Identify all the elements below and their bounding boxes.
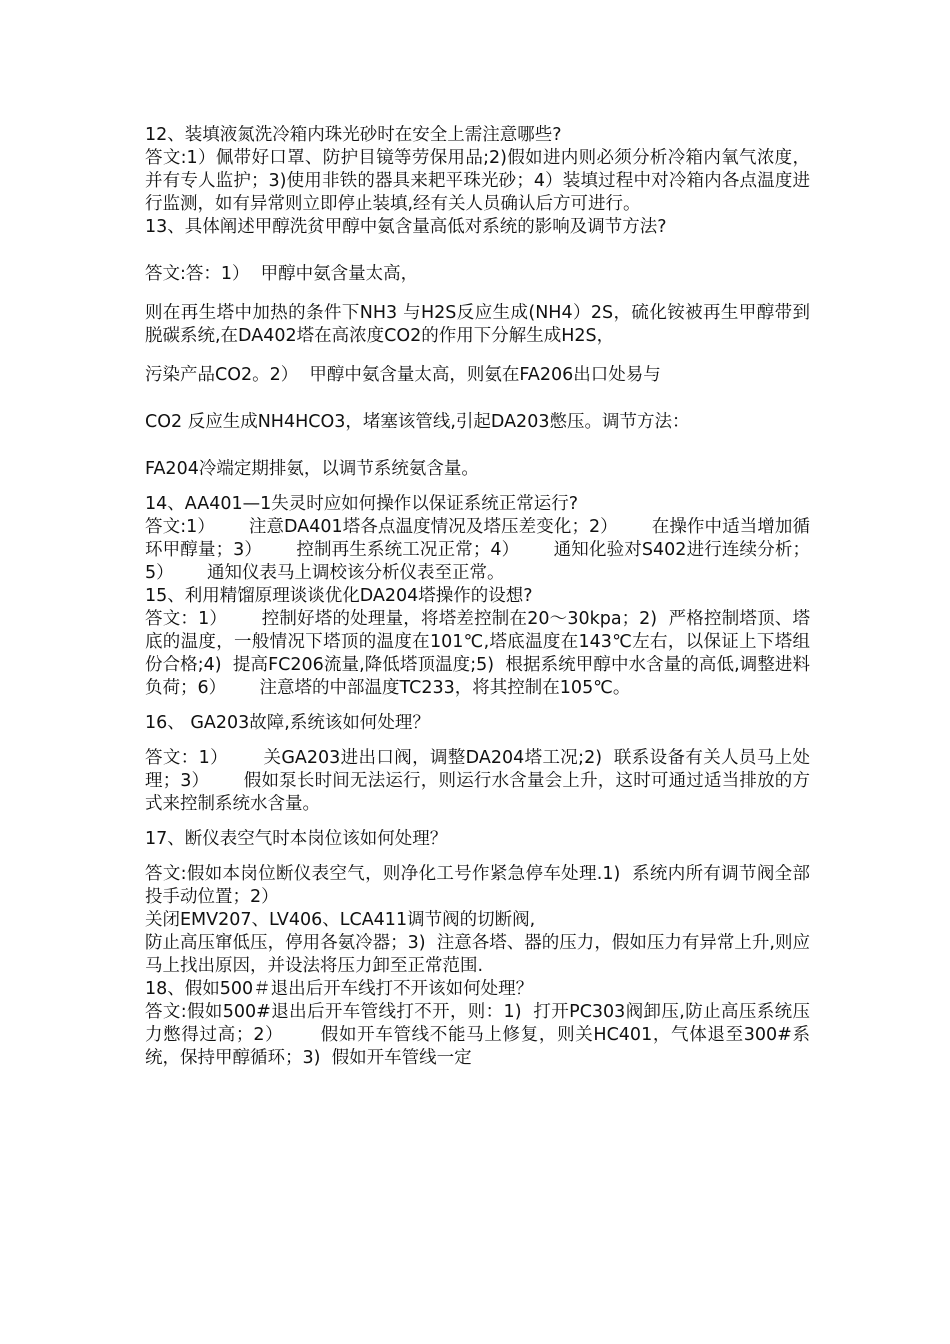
answer-13-line-1: 答文:答：1） 甲醇中氨含量太高，: [145, 264, 419, 284]
answer-13-line-4: CO2 反应生成NH4HCO3，堵塞该管线,引起DA203憋压。调节方法：: [145, 412, 690, 432]
answer-15: 答文：1） 控制好塔的处理量，将塔差控制在20～30kpa；2) 严格控制塔顶、塔底的温度，一般情况下塔顶的温度在101℃,塔底温度在143℃左右，以保证上下塔组份合格;4) 提高FC206流量,降低塔顶温度;5) 根据系统甲醇中水含量的高低,调整进料负荷；6） 注意塔的中部温度TC233，将其控制在105℃。: [145, 609, 810, 698]
question-15: 15、利用精馏原理谈谈优化DA204塔操作的设想?: [145, 586, 533, 606]
answer-14: 答文:1） 注意DA401塔各点温度情况及塔压差变化；2） 在操作中适当增加循环甲醇量；3） 控制再生系统工况正常；4） 通知化验对S402进行连续分析；5） 通知仪表马上调校该分析仪表至正常。: [145, 517, 810, 583]
question-12: 12、装填液氮洗冷箱内珠光砂时在安全上需注意哪些?: [145, 125, 562, 145]
question-14: 14、AA401—1失灵时应如何操作以保证系统正常运行?: [145, 494, 579, 514]
question-18: 18、假如500＃退出后开车线打不开该如何处理？: [145, 979, 534, 999]
answer-16: 答文：1） 关GA203进出口阀，调整DA204塔工况;2) 联系设备有关人员马上处理；3） 假如泵长时间无法运行，则运行水含量会上升，这时可通过适当排放的方式来控制系统水含量。: [145, 748, 810, 814]
answer-17-line-3: 防止高压窜低压，停用各氨冷器；3) 注意各塔、器的压力，假如压力有异常上升,则应马上找出原因，并设法将压力卸至正常范围.: [145, 933, 810, 976]
answer-17-line-2: 关闭EMV207、LV406、LCA411调节阀的切断阀,: [145, 910, 536, 930]
answer-18: 答文:假如500#退出后开车管线打不开，则：1) 打开PC303阀卸压,防止高压系统压力憋得过高；2） 假如开车管线不能马上修复，则关HC401，气体退至300#系统，保持甲醇循环；3) 假如开车管线一定: [145, 1002, 810, 1068]
question-17: 17、断仪表空气时本岗位该如何处理？: [145, 829, 448, 849]
document-body: [145, 124, 810, 1070]
answer-13-line-2: 则在再生塔中加热的条件下NH3 与H2S反应生成(NH4）2S，硫化铵被再生甲醇带到脱碳系统,在DA402塔在高浓度CO2的作用下分解生成H2S，: [145, 303, 810, 346]
answer-12: 答文:1）佩带好口罩、防护目镜等劳保用品;2)假如进内则必须分析冷箱内氧气浓度，并有专人监护；3)使用非铁的器具来耙平珠光砂；4）装填过程中对冷箱内各点温度进行监测，如有异常则立即停止装填,经有关人员确认后方可进行。: [145, 148, 810, 214]
answer-13-line-3: 污染产品CO2。2） 甲醇中氨含量太高，则氨在FA206出口处易与: [145, 365, 661, 385]
answer-17-line-1: 答文:假如本岗位断仪表空气，则净化工号作紧急停车处理.1) 系统内所有调节阀全部投手动位置；2）: [145, 864, 810, 907]
question-16: 16、 GA203故障,系统该如何处理？: [145, 713, 430, 733]
answer-13-line-5: FA204冷端定期排氨，以调节系统氨含量。: [145, 459, 479, 479]
question-13: 13、具体阐述甲醇洗贫甲醇中氨含量高低对系统的影响及调节方法?: [145, 217, 667, 237]
